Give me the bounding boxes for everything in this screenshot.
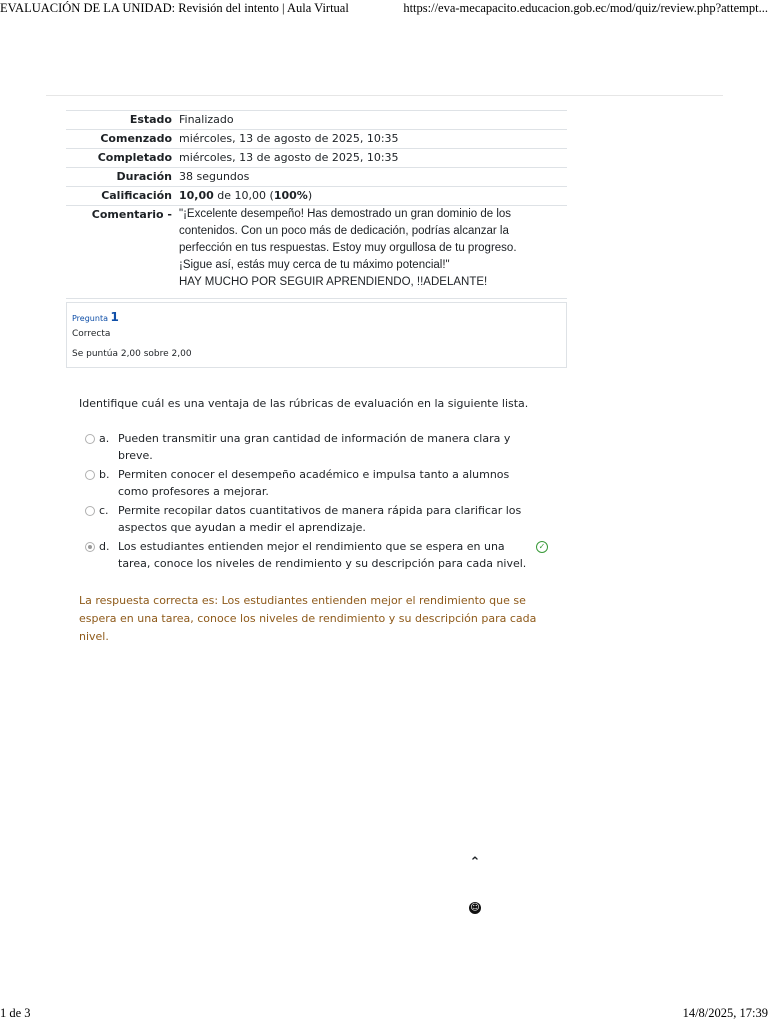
option-text: Permiten conocer el desempeño académico e impulsa tanto a alumnos como profesores a mejorar. [118, 468, 510, 498]
answer-option-c[interactable] [84, 502, 564, 536]
option-text: Pueden transmitir una gran cantidad de información de manera clara y breve. [118, 432, 511, 462]
comment-line: contenidos. Con un poco más de dedicación, podrías alcanzar la [179, 225, 509, 237]
summary-row-comenzado [66, 130, 567, 149]
print-header [0, 0, 768, 20]
print-page-title: EVALUACIÓN DE LA UNIDAD: Revisión del intento | Aula Virtual [0, 1, 349, 15]
question-text: Identifique cuál es una ventaja de las rúbricas de evaluación en la siguiente lista. [79, 397, 529, 410]
comment-line: HAY MUCHO POR SEGUIR APRENDIENDO, !!ADELANTE! [179, 276, 488, 288]
comment-line: ¡Sigue así, estás muy cerca de tu máximo potencial!" [179, 259, 450, 271]
answer-options [84, 430, 564, 574]
summary-label: Comentario - [66, 206, 179, 299]
radio-button[interactable] [85, 470, 95, 480]
grade-value [179, 187, 567, 206]
grade-close: ) [307, 189, 313, 202]
grade-max: de 10,00 ( [213, 189, 274, 202]
option-letter: c. [99, 504, 109, 517]
summary-label: Estado [66, 111, 179, 130]
summary-value: miércoles, 13 de agosto de 2025, 10:35 [179, 130, 567, 149]
summary-value: 38 segundos [179, 168, 567, 187]
summary-label: Completado [66, 149, 179, 168]
question-number-prefix: Pregunta [72, 314, 108, 323]
summary-value: miércoles, 13 de agosto de 2025, 10:35 [179, 149, 567, 168]
question-number [72, 310, 119, 324]
question-grade: Se puntúa 2,00 sobre 2,00 [72, 349, 192, 359]
radio-button[interactable] [85, 434, 95, 444]
teacher-comment [179, 206, 567, 299]
page-count: 1 de 3 [0, 1006, 31, 1020]
answer-option-a[interactable] [84, 430, 564, 464]
print-datetime: 14/8/2025, 17:39 [682, 1006, 768, 1020]
answer-option-d[interactable] [84, 538, 564, 572]
check-circle-icon: ✓ [536, 541, 548, 553]
option-letter: a. [99, 432, 110, 445]
radio-button-selected[interactable] [85, 542, 95, 552]
summary-row-comentario [66, 206, 567, 299]
print-footer [0, 1004, 768, 1024]
chevron-up-icon[interactable]: ⌃ [469, 855, 481, 870]
summary-label: Comenzado [66, 130, 179, 149]
grade-score: 10,00 [179, 189, 214, 202]
grade-percent: 100% [273, 189, 308, 202]
option-letter: b. [99, 468, 110, 481]
print-page-url: https://eva-mecapacito.educacion.gob.ec/mod/quiz/review.php?attempt... [403, 1, 768, 15]
correct-answer-feedback: La respuesta correcta es: Los estudiantes entienden mejor el rendimiento que se espera en una tarea, conoce los niveles de rendimiento y su descripción para cada nivel. [79, 594, 537, 643]
summary-row-calificacion [66, 187, 567, 206]
question-info-box [66, 302, 567, 368]
divider [46, 95, 723, 96]
summary-row-estado [66, 111, 567, 130]
question-state: Correcta [72, 329, 111, 339]
summary-label: Calificación [66, 187, 179, 206]
summary-row-completado [66, 149, 567, 168]
comment-line: perfección en tus respuestas. Estoy muy orgullosa de tu progreso. [179, 242, 517, 254]
accessibility-icon[interactable]: ☺ [470, 903, 480, 913]
attempt-summary-table [66, 110, 567, 299]
answer-option-b[interactable] [84, 466, 564, 500]
question-number-value: 1 [110, 310, 119, 324]
summary-row-duracion [66, 168, 567, 187]
summary-label: Duración [66, 168, 179, 187]
comment-line: "¡Excelente desempeño! Has demostrado un gran dominio de los [179, 208, 512, 220]
radio-button[interactable] [85, 506, 95, 516]
option-text: Los estudiantes entienden mejor el rendimiento que se espera en una tarea, conoce los niveles de rendimiento y su descripción para cada nivel. [118, 540, 527, 570]
option-text: Permite recopilar datos cuantitativos de manera rápida para clarificar los aspectos que ayudan a medir el aprendizaje. [118, 504, 522, 534]
summary-value: Finalizado [179, 111, 567, 130]
option-letter: d. [99, 540, 110, 553]
